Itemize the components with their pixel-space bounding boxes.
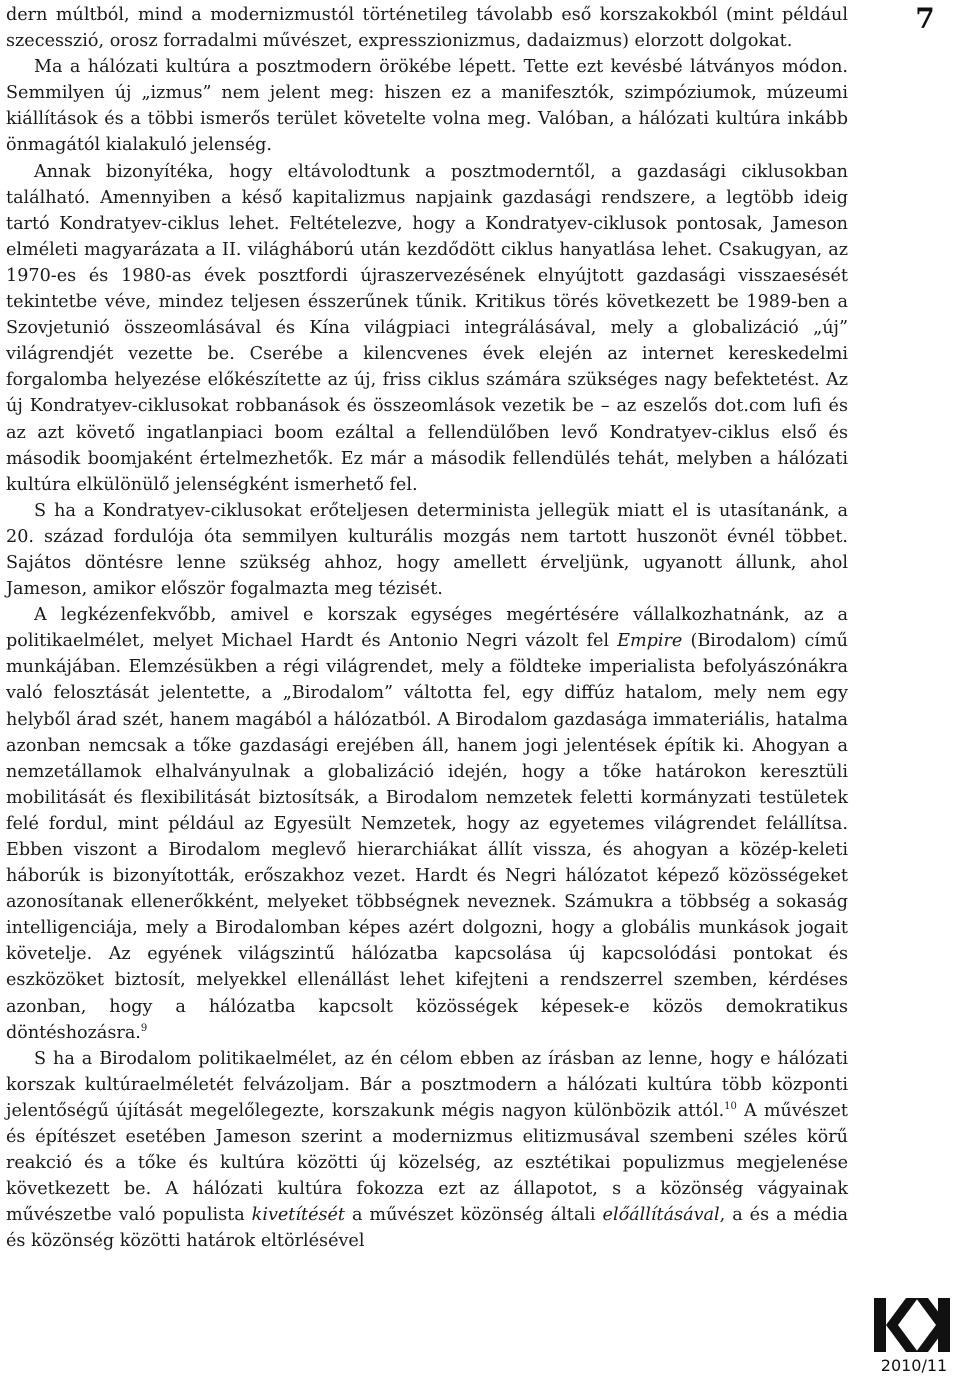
paragraph: [6, 1046, 848, 1255]
paragraph-text: Annak bizonyítéka, hogy eltávolodtunk a posztmoderntől, a gazdasági ciklusokban található. Amennyiben a késő kapitalizmus napjaink gazdasági rendszere, a legtöbb ideig tartó Kondratyev-ciklus lehet. Feltételezve, hogy a Kondratyev-ciklusok pontosak, Jameson elméleti magyarázata a II. világháború után kezdődött ciklus hanyatlása lehet. Csakugyan, az 1970-es és 1980-as évek posztfordi újraszervezésének elnyújtott gazdasági visszaesését tekintetbe véve, mindez teljesen ésszerűnek tűnik. Kritikus törés következett be 1989-ben a Szovjetunió összeomlásával és Kína világpiaci integrálásával, mely a globalizáció „új” világrendjét vezette be. Cserébe a kilencvenes évek elején az internet kereskedelmi forgalomba helyezése előkészítette az új, friss ciklus számára szükséges nagy befektetést. Az új Kondratyev-ciklusokat robbanások és összeomlások vezetik be – az eszelős dot.com lufi és az azt követő ingatlanpiaci boom ezáltal a fellendülőben levő Kondratyev-ciklus első és második boomjaként értelmezhetők. Ez már a második fellendülés tehát, melyben a hálózati kultúra elkülönülő jelenségként ismerhető fel.: [6, 161, 848, 495]
paragraph: [6, 54, 848, 158]
paragraph-text: S ha a Kondratyev-ciklusokat erőteljesen determinista jellegük miatt el is utasítanánk, a 20. század fordulója óta semmilyen kulturális mozgás nem tartott huszonöt évnél többet. Sajátos döntésre lenne szükség ahhoz, hogy amellett érveljünk, ugyanott állunk, ahol Jameson, amikor először fogalmazta meg tézisét.: [6, 500, 848, 600]
paragraph-text: (Birodalom) című munkájában. Elemzésükben a régi világrendet, mely a földteke imperialista befolyászónákra való felosztását jelentette, a „Birodalom” váltotta fel, egy diffúz hatalom, mely nem egy helyből árad szét, hanem magából a hálózatból. A Birodalom gazdasága immateriális, hatalma azonban nemcsak a tőke gazdasági erejében áll, hanem jogi jelentések építik ki. Ahogyan a nemzetállamok elhalványulnak a globalizáció idején, hogy a tőke határokon keresztüli mobilitását és flexibilitását biztosítsák, a Birodalom nemzetek feletti kormányzati testületek felé fordul, mint például az Egyesült Nemzetek, hogy az egyetemes világrendet felállítsa. Ebben viszont a Birodalom meglevő hierarchiákat állít vissza, és ahogyan a közép-keleti háborúk is bizonyították, erőszakhoz vezet. Hardt és Negri hálózatot képező közösségeket azonosítanak ellenerőkként, melyeket többségnek neveznek. Számukra a többség a sokaság intelligenciája, mely a Birodalomban képes azért dolgozni, hogy a globális munkások jogait követelje. Az egyének világszintű hálózatba kapcsolása új kapcsolódási pontokat és eszközöket biztosít, melyekkel ellenállást lehet kifejteni a rendszerrel szemben, kérdéses azonban, hogy a hálózatba kapcsolt közösségek képesek-e közös demokratikus döntéshozásra.: [6, 631, 848, 1043]
footnote-marker: 9: [140, 1022, 148, 1034]
italic-text: előállításával: [602, 1205, 720, 1226]
kk-logo: [872, 1296, 952, 1354]
paragraph-text: dern múltból, mind a modernizmustól történetileg távolabb eső korszakokból (mint például szecesszió, orosz forradalmi művészet, expresszionizmus, dadaizmus) elorzott dolgokat.: [6, 5, 848, 52]
paragraph: [6, 159, 848, 498]
paragraph-text: a művészet közönség általi: [345, 1205, 603, 1226]
paragraph-text: , a és a média és közönség közötti határok eltörlésével: [6, 1205, 849, 1252]
paragraph-text: A művészet és építészet esetében Jameson szerint a modernizmus elitizmusával szembeni széles körű reakció és a tőke és kultúra közötti új közelség, az esztétikai populizmus megjelenése következett be. A hálózati kultúra fokozza ezt az állapotot, s a közönség vágyainak művészetbe való populista: [6, 1100, 848, 1226]
page-number: 7: [915, 2, 935, 35]
paragraph: [6, 498, 848, 602]
footnote-marker: 10: [724, 1101, 737, 1113]
issue-label: 2010/11: [880, 1356, 948, 1375]
italic-text: Empire: [617, 631, 683, 652]
article-body: [6, 2, 848, 1255]
italic-text: kivetítését: [251, 1205, 345, 1226]
paragraph: [6, 602, 848, 1046]
paragraph-text: A legkézenfekvőbb, amivel e korszak egységes megértésére vállalkozhatnánk, az a politikaelmélet, melyet Michael Hardt és Antonio Negri vázolt fel: [6, 605, 848, 652]
paragraph: [6, 2, 848, 54]
paragraph-text: S ha a Birodalom politikaelmélet, az én célom ebben az írásban az lenne, hogy e hálózati korszak kultúraelméletét felvázoljam. Bár a posztmodern a hálózati kultúra több központi jelentőségű újítását megelőlegezte, korszakunk mégis nagyon különbözik attól.: [6, 1048, 848, 1121]
paragraph-text: Ma a hálózati kultúra a posztmodern örökébe lépett. Tette ezt kevésbé látványos módon. Semmilyen új „izmus” nem jelent meg: hiszen ez a manifesztók, szimpóziumok, múzeumi kiállítások és a többi ismerős terület követelte volna meg. Valóban, a hálózati kultúra inkább önmagától kialakuló jelenség.: [6, 57, 848, 156]
